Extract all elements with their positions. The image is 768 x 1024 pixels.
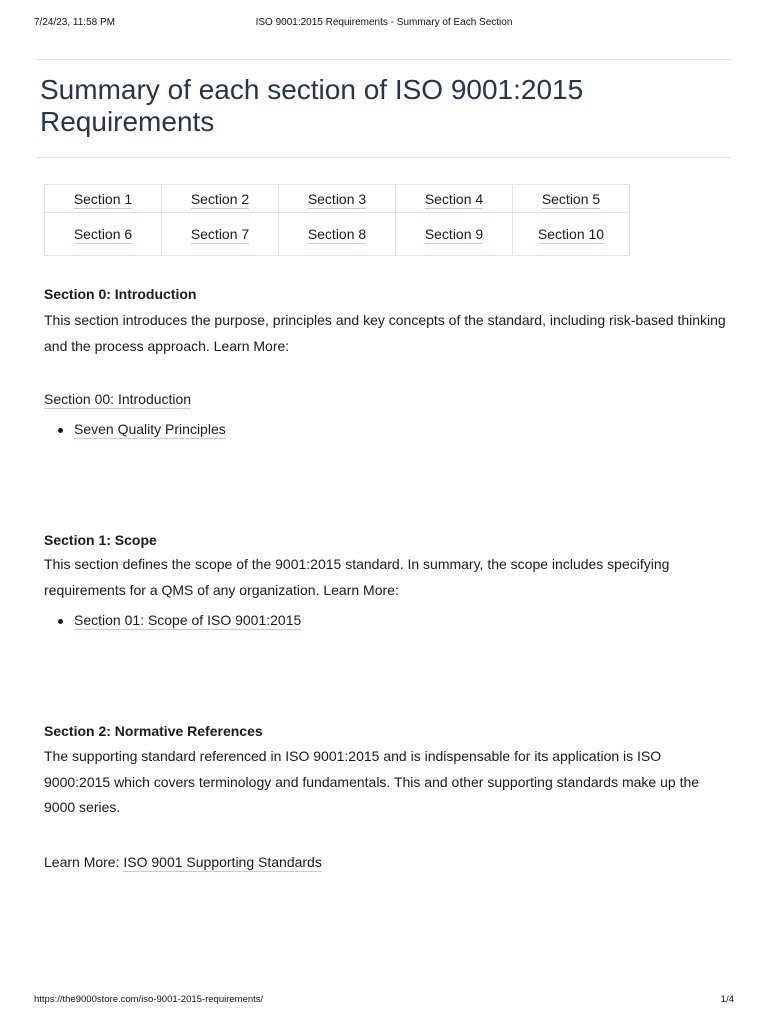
section-nav-row bbox=[45, 185, 630, 213]
section-01-scope-link[interactable]: Section 01: Scope of ISO 9001:2015 bbox=[74, 612, 302, 628]
section-0-heading: Section 0: Introduction bbox=[44, 286, 197, 302]
section-2-learn-more-line bbox=[44, 854, 322, 870]
section-2-link[interactable]: Section 2 bbox=[190, 190, 250, 207]
page-title: Summary of each section of ISO 9001:2015 Requirements bbox=[40, 74, 584, 137]
section-3-link[interactable]: Section 3 bbox=[307, 190, 367, 207]
section-nav-cell bbox=[162, 213, 279, 256]
print-doc-title: ISO 9001:2015 Requirements - Summary of Each Section bbox=[255, 17, 513, 28]
seven-quality-principles-link[interactable]: Seven Quality Principles bbox=[74, 421, 226, 437]
section-4-link[interactable]: Section 4 bbox=[424, 190, 484, 207]
section-00-introduction-link[interactable]: Section 00: Introduction bbox=[44, 391, 192, 407]
section-nav-cell bbox=[396, 213, 513, 256]
section-nav-cell bbox=[162, 185, 279, 213]
section-1-body: This section defines the scope of the 9001:2015 standard. In summary, the scope includes specifying requirements for a QMS of any organization. Learn More: bbox=[44, 556, 670, 598]
section-7-link[interactable]: Section 7 bbox=[190, 226, 250, 242]
title-bottom-divider bbox=[37, 157, 732, 158]
section-2-heading: Section 2: Normative References bbox=[44, 723, 263, 739]
section-1-heading: Section 1: Scope bbox=[44, 532, 157, 548]
print-header bbox=[34, 17, 734, 31]
list-item bbox=[74, 421, 226, 437]
section-1-link[interactable]: Section 1 bbox=[73, 190, 133, 207]
learn-more-prefix: Learn More: bbox=[44, 854, 124, 870]
print-url: https://the9000store.com/iso-9001-2015-requirements/ bbox=[34, 994, 264, 1005]
section-2-body: The supporting standard referenced in ISO 9001:2015 and is indispensable for its application is ISO 9000:2015 which covers terminology and fundamentals. This and other supporting standards make up the 9000 series. bbox=[44, 748, 700, 815]
section-8-link[interactable]: Section 8 bbox=[307, 226, 367, 242]
print-page-number: 1/4 bbox=[720, 994, 734, 1005]
section-6-link[interactable]: Section 6 bbox=[73, 226, 133, 242]
section-nav-cell bbox=[513, 185, 630, 213]
print-datetime: 7/24/23, 11:58 PM bbox=[34, 17, 115, 28]
section-nav-cell bbox=[279, 213, 396, 256]
section-nav-cell bbox=[45, 213, 162, 256]
section-0-body: This section introduces the purpose, principles and key concepts of the standard, including risk-based thinking and the process approach. Learn More: bbox=[44, 312, 726, 354]
section-nav-cell bbox=[396, 185, 513, 213]
section-nav-cell bbox=[513, 213, 630, 256]
section-nav-cell bbox=[279, 185, 396, 213]
section-nav-cell bbox=[45, 185, 162, 213]
section-nav-table bbox=[44, 184, 630, 256]
section-5-link[interactable]: Section 5 bbox=[541, 190, 601, 207]
section-0-intro-link-line bbox=[44, 391, 191, 407]
print-footer bbox=[34, 994, 734, 1006]
section-9-link[interactable]: Section 9 bbox=[424, 226, 484, 242]
section-10-link[interactable]: Section 10 bbox=[537, 226, 605, 242]
section-nav-row bbox=[45, 213, 630, 256]
list-item bbox=[74, 612, 301, 628]
title-top-divider bbox=[37, 59, 732, 60]
iso-9001-supporting-standards-link[interactable]: ISO 9001 Supporting Standards bbox=[123, 854, 322, 870]
